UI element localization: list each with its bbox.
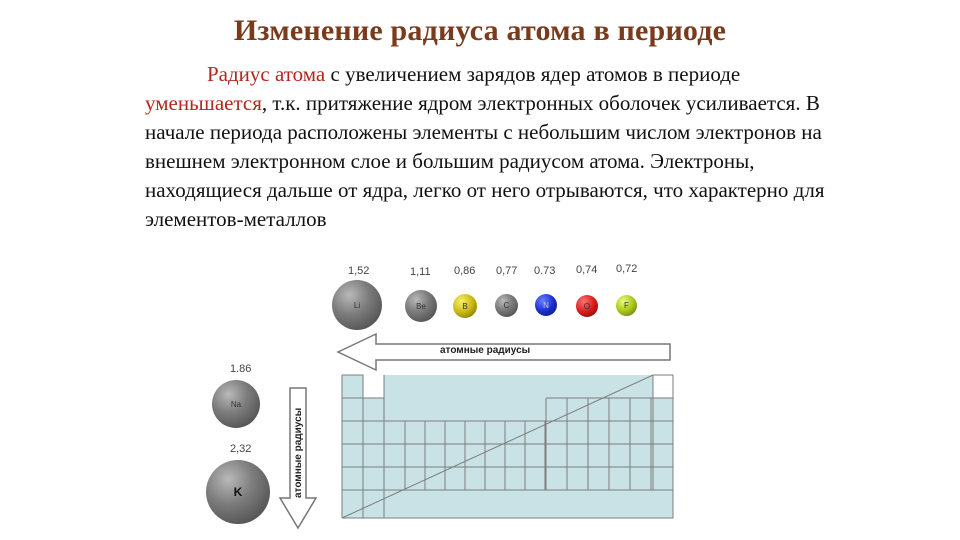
slide-title: Изменение радиуса атома в периоде [233, 14, 727, 47]
atom-be-symbol: Be [416, 301, 426, 311]
radius-label-c: 0,77 [496, 265, 518, 277]
radius-label-li: 1,52 [348, 265, 370, 277]
atom-n-symbol: N [543, 300, 549, 310]
atom-c-symbol: C [503, 301, 510, 310]
atomic-radius-figure [200, 258, 680, 540]
periodic-table-grid [342, 375, 673, 518]
atom-b-symbol: B [462, 301, 468, 311]
paragraph-highlight-decreases: уменьшается [145, 91, 262, 115]
horizontal-arrow-label: атомные радиусы [440, 345, 531, 356]
atom-na [212, 380, 260, 428]
paragraph-highlight-radius: Радиус атома [207, 62, 326, 86]
slide-paragraph [145, 60, 825, 234]
paragraph-text-1: с увеличением зарядов ядер атомов в периоде [325, 62, 741, 86]
vertical-arrow-label: атомные радиусы [293, 407, 304, 498]
radius-label-f: 0,72 [616, 263, 638, 275]
atom-f-symbol: F [624, 301, 629, 310]
radius-label-k: 2,32 [230, 443, 252, 455]
radius-label-o: 0,74 [576, 264, 598, 276]
radius-label-n: 0.73 [534, 265, 556, 277]
atom-k [206, 460, 270, 524]
atom-li-symbol: Li [353, 300, 361, 310]
arrows-and-table [200, 258, 680, 540]
paragraph-text-2: , т.к. притяжение ядром электронных оболочек усиливается. В начале периода расположены элементы с небольшим числом электронов на внешнем электронном слое и большим радиусом атома. Электроны, находящиеся дальше от ядра, легко от него отрываются, что характерно для элементов-металлов [145, 91, 825, 231]
atom-o-symbol: O [583, 301, 591, 311]
atom-k-symbol: K [233, 485, 243, 499]
radius-label-b: 0,86 [454, 265, 476, 277]
radius-label-na: 1.86 [230, 363, 252, 375]
radius-label-be: 1,11 [410, 266, 431, 278]
atom-na-symbol: Na [230, 399, 242, 409]
